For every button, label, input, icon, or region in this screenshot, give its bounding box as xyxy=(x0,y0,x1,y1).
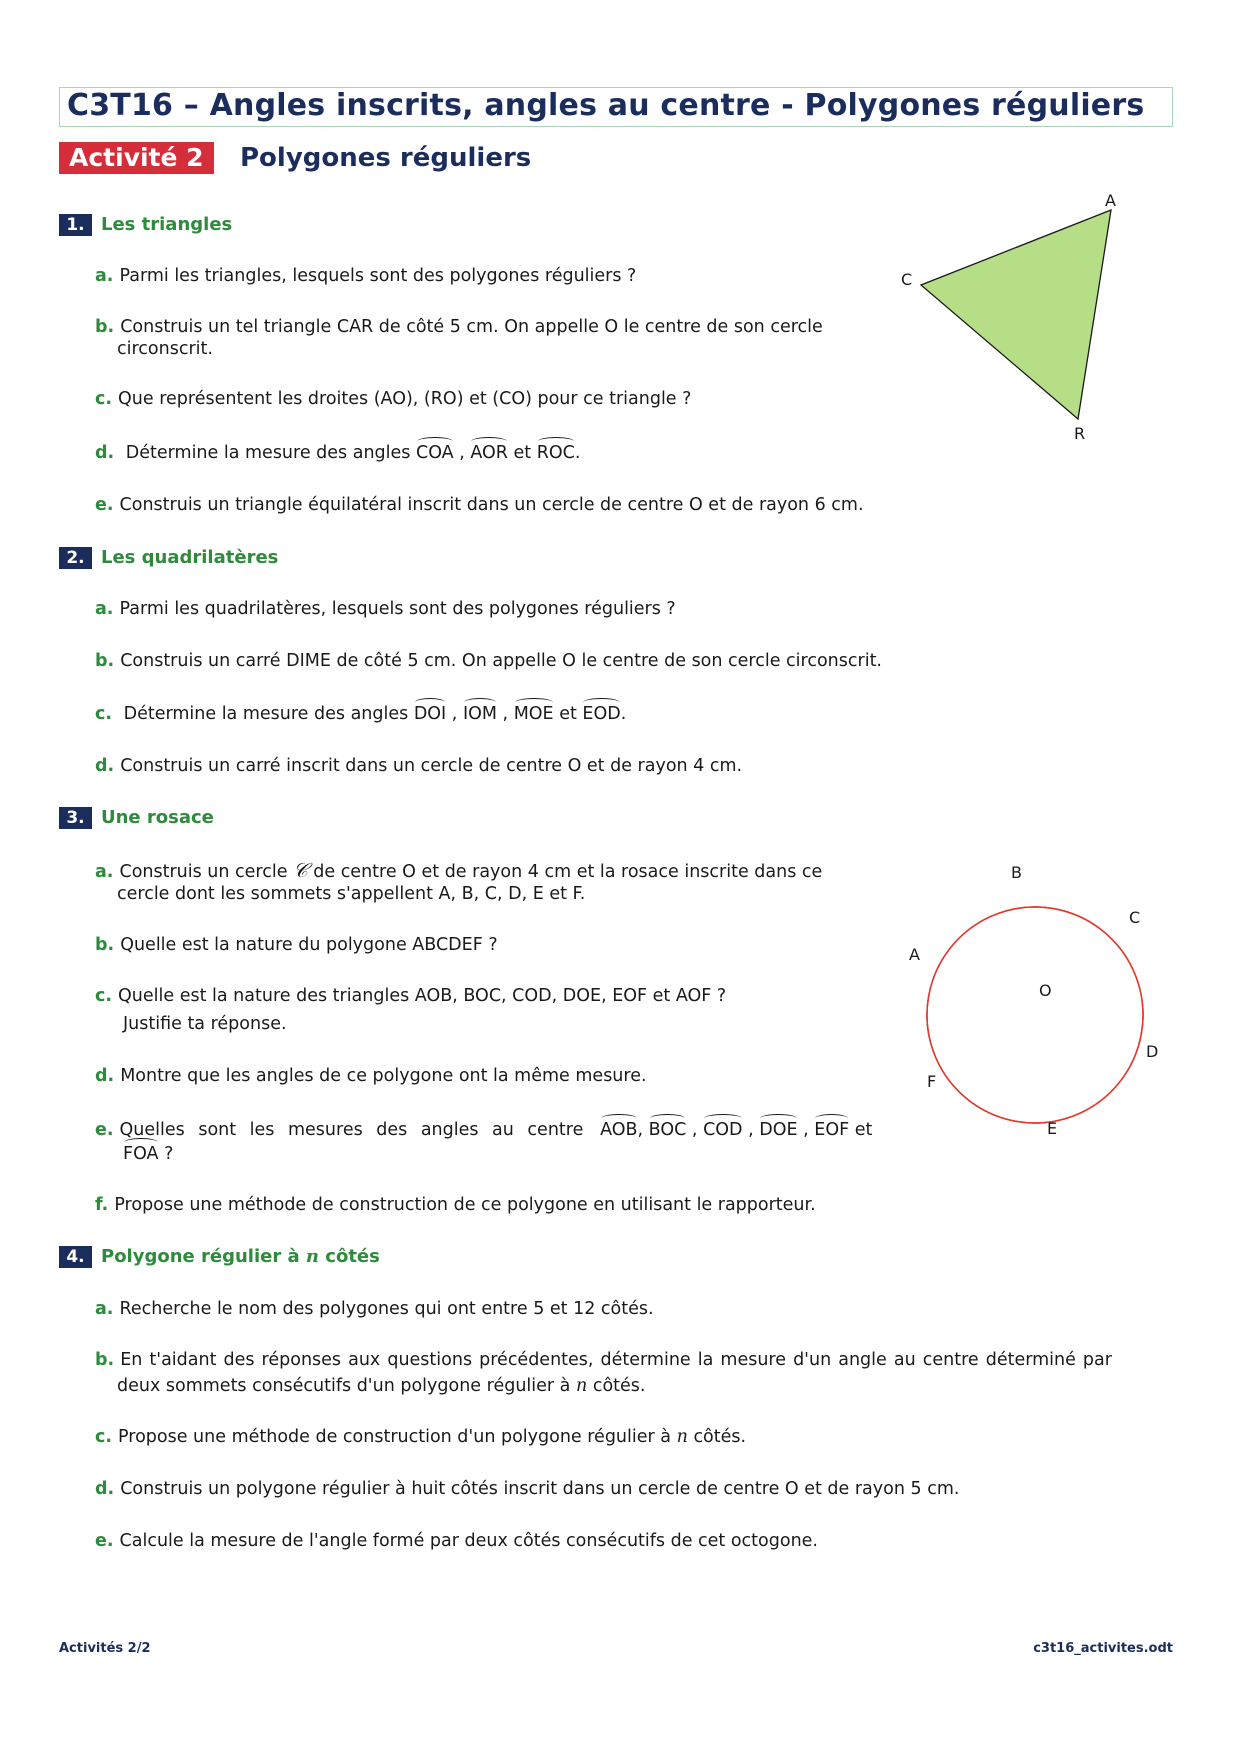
question-letter: c. xyxy=(95,1427,113,1447)
triangle-car xyxy=(921,210,1111,419)
angle-moe: MOE xyxy=(513,704,554,724)
angle-aob: AOB xyxy=(600,1120,638,1140)
separator: , xyxy=(446,704,463,724)
section-title-text: Polygone régulier à xyxy=(101,1246,300,1267)
question-letter: b. xyxy=(95,317,115,337)
separator: ? xyxy=(158,1144,174,1164)
question-3e xyxy=(95,1119,915,1165)
question-2a xyxy=(95,598,676,620)
section-title: Les quadrilatères xyxy=(101,547,279,568)
vertex-label-c: C xyxy=(1129,908,1141,927)
question-text: deux sommets consécutifs d'un polygone régulier à xyxy=(117,1376,571,1396)
triangle-figure xyxy=(880,185,1140,445)
vertex-label-f: F xyxy=(927,1072,937,1091)
rosace-circle xyxy=(927,907,1143,1123)
question-text: Construis un carré inscrit dans un cercle de centre O et de rayon 4 cm. xyxy=(120,756,743,776)
page-title: C3T16 – Angles inscrits, angles au centre - Polygones réguliers xyxy=(67,88,1145,123)
separator: et xyxy=(507,443,537,463)
question-letter: b. xyxy=(95,651,115,671)
question-text: côtés. xyxy=(592,1376,646,1396)
question-text: Parmi les quadrilatères, lesquels sont des polygones réguliers ? xyxy=(119,599,676,619)
variable-n: n xyxy=(676,1427,688,1447)
question-text: Calcule la mesure de l'angle formé par deux côtés consécutifs de cet octogone. xyxy=(119,1531,818,1551)
angle-roc: ROC xyxy=(536,443,575,463)
rosace-arc xyxy=(927,914,998,1098)
question-letter: d. xyxy=(95,443,115,463)
section-title: Les triangles xyxy=(101,214,233,235)
rosace-arc xyxy=(966,1034,1142,1123)
question-letter: b. xyxy=(95,935,115,955)
question-1d xyxy=(95,442,580,464)
question-letter: d. xyxy=(95,756,115,776)
question-letter: e. xyxy=(95,1531,114,1551)
separator: , xyxy=(742,1120,760,1140)
angle-doi: DOI xyxy=(413,704,447,724)
question-text: Construis un cercle xyxy=(119,862,288,882)
section-number: 1. xyxy=(59,214,92,236)
footer-page-label: Activités 2/2 xyxy=(59,1641,151,1656)
question-4c xyxy=(95,1426,746,1448)
vertex-label-e: E xyxy=(1047,1119,1058,1138)
rosace-arc xyxy=(929,907,1105,996)
question-text: Propose une méthode de construction de ce polygone en utilisant le rapporteur. xyxy=(114,1195,816,1215)
question-2b xyxy=(95,650,882,672)
question-letter: a. xyxy=(95,266,114,286)
separator: . xyxy=(574,443,581,463)
question-2c xyxy=(95,703,626,725)
angle-aor: AOR xyxy=(470,443,508,463)
question-text-continued: cercle dont les sommets s'appellent A, B, C, D, E et F. xyxy=(117,884,586,904)
question-3b xyxy=(95,934,498,956)
question-text: Recherche le nom des polygones qui ont entre 5 et 12 côtés. xyxy=(119,1299,654,1319)
separator: , xyxy=(637,1120,649,1140)
rosace-drawing xyxy=(927,907,1143,1123)
question-1a xyxy=(95,265,636,287)
section-title xyxy=(101,1246,380,1268)
question-2d xyxy=(95,755,742,777)
question-text: Quelles sont les mesures des angles au centre xyxy=(119,1120,584,1140)
question-letter: f. xyxy=(95,1195,109,1215)
question-1c xyxy=(95,388,691,410)
separator: et xyxy=(849,1120,873,1140)
angle-cod: COD xyxy=(703,1120,743,1140)
question-text: Construis un triangle équilatéral inscrit dans un cercle de centre O et de rayon 6 cm. xyxy=(119,495,864,515)
question-text-continued: circonscrit. xyxy=(117,339,213,359)
angle-boc: BOC xyxy=(648,1120,687,1140)
question-text: côtés. xyxy=(693,1427,747,1447)
separator: et xyxy=(553,704,583,724)
question-3c xyxy=(95,985,726,1035)
vertex-label-d: D xyxy=(1146,1042,1159,1061)
vertex-label-c: C xyxy=(901,270,913,289)
section-title-text: côtés xyxy=(325,1246,380,1267)
question-4b xyxy=(95,1349,1185,1397)
question-text-continued: Justifie ta réponse. xyxy=(123,1014,287,1034)
separator: . xyxy=(620,704,627,724)
question-letter: d. xyxy=(95,1066,115,1086)
question-letter: a. xyxy=(95,1299,114,1319)
question-text: Construis un tel triangle CAR de côté 5 cm. On appelle O le centre de son cercle xyxy=(120,317,823,337)
question-text-continued xyxy=(95,1143,915,1165)
question-text: Détermine la mesure des angles xyxy=(125,443,411,463)
question-text: En t'aidant des réponses aux questions précédentes, détermine la mesure d'un angle au centre déterminé par xyxy=(120,1350,1112,1370)
question-letter: a. xyxy=(95,599,114,619)
separator: , xyxy=(496,704,514,724)
question-text: Quelle est la nature des triangles AOB, BOC, COD, DOE, EOF et AOF ? xyxy=(118,986,727,1006)
question-text: Propose une méthode de construction d'un polygone régulier à xyxy=(118,1427,671,1447)
footer-filename: c3t16_activites.odt xyxy=(1033,1641,1173,1656)
rosace-arc xyxy=(1072,932,1143,1116)
question-3f xyxy=(95,1194,816,1216)
question-letter: c. xyxy=(95,389,113,409)
question-1b xyxy=(95,316,895,360)
question-text: Montre que les angles de ce polygone ont la même mesure. xyxy=(120,1066,647,1086)
question-4a xyxy=(95,1298,654,1320)
question-4e xyxy=(95,1530,818,1552)
question-text: Que représentent les droites (AO), (RO) et (CO) pour ce triangle ? xyxy=(118,389,692,409)
separator: , xyxy=(453,443,471,463)
rosace-figure xyxy=(880,850,1200,1170)
question-letter: b. xyxy=(95,1350,115,1370)
variable-n: n xyxy=(305,1246,319,1267)
rosace-arc xyxy=(998,907,1143,1034)
activity-title: Polygones réguliers xyxy=(240,143,532,173)
center-label-o: O xyxy=(1039,981,1052,1000)
section-number: 2. xyxy=(59,547,92,569)
question-3d xyxy=(95,1065,647,1087)
angle-eof: EOF xyxy=(814,1120,850,1140)
section-number: 4. xyxy=(59,1246,92,1268)
question-letter: e. xyxy=(95,495,114,515)
angle-eod: EOD xyxy=(582,704,621,724)
circle-symbol: 𝒞 xyxy=(293,858,308,882)
activity-badge: Activité 2 xyxy=(59,142,214,174)
vertex-label-a: A xyxy=(909,945,920,964)
question-letter: c. xyxy=(95,704,113,724)
section-number: 3. xyxy=(59,807,92,829)
question-text: Quelle est la nature du polygone ABCDEF ? xyxy=(120,935,498,955)
question-letter: d. xyxy=(95,1479,115,1499)
question-text: Parmi les triangles, lesquels sont des polygones réguliers ? xyxy=(119,266,637,286)
question-1e xyxy=(95,494,864,516)
question-text: Construis un carré DIME de côté 5 cm. On appelle O le centre de son cercle circonscrit. xyxy=(120,651,882,671)
angle-doe: DOE xyxy=(759,1120,798,1140)
angle-coa: COA xyxy=(415,443,454,463)
question-text: Détermine la mesure des angles xyxy=(123,704,409,724)
question-text: de centre O et de rayon 4 cm et la rosace inscrite dans ce xyxy=(313,862,823,882)
vertex-label-r: R xyxy=(1074,424,1086,443)
rosace-arc xyxy=(927,996,1072,1123)
separator: , xyxy=(686,1120,704,1140)
section-title: Une rosace xyxy=(101,807,214,828)
angle-foa: FOA xyxy=(123,1144,159,1164)
question-letter: a. xyxy=(95,862,114,882)
variable-n: n xyxy=(575,1376,588,1396)
question-letter: c. xyxy=(95,986,113,1006)
question-letter: e. xyxy=(95,1120,114,1140)
separator: , xyxy=(797,1120,815,1140)
vertex-label-a: A xyxy=(1105,191,1116,210)
vertex-label-b: B xyxy=(1011,863,1022,882)
question-text: Construis un polygone régulier à huit côtés inscrit dans un cercle de centre O et de rayon 5 cm. xyxy=(120,1479,960,1499)
question-4d xyxy=(95,1478,959,1500)
angle-iom: IOM xyxy=(462,704,497,724)
question-text-continued xyxy=(95,1375,1185,1397)
question-3a xyxy=(95,859,910,905)
